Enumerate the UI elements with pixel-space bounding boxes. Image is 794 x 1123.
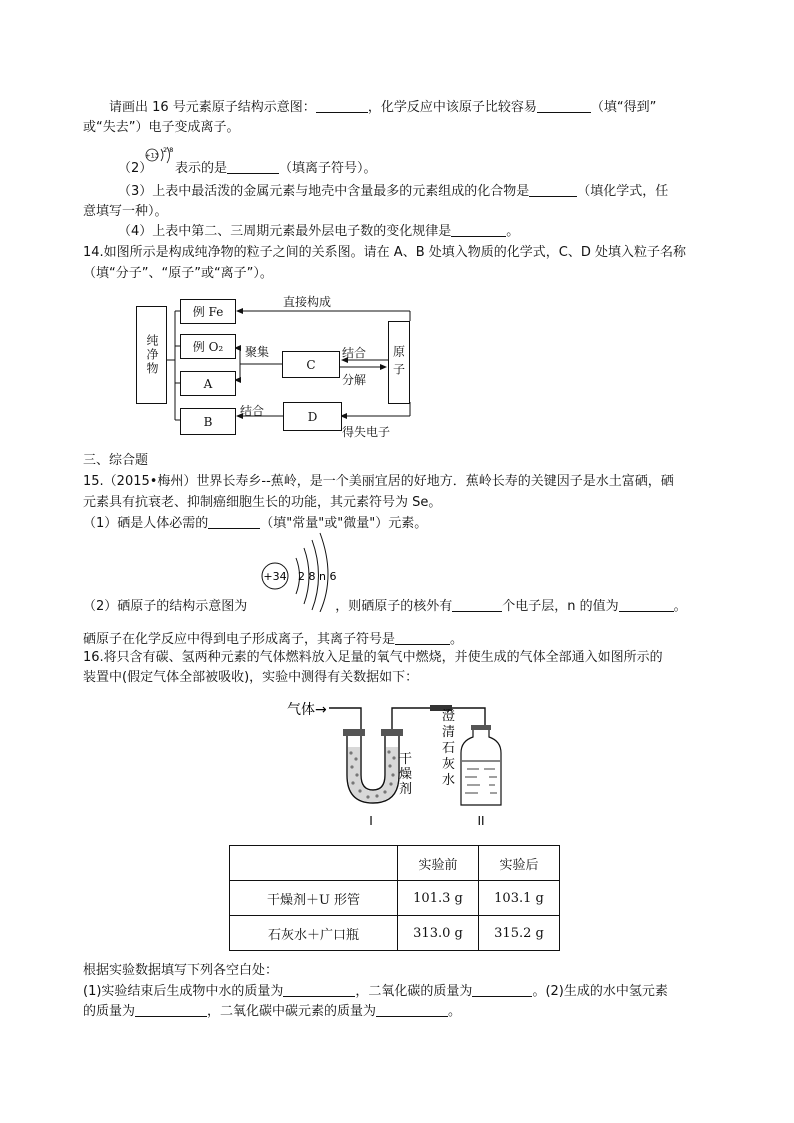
- q16-text: 。(2)生成的水中氢元素: [532, 984, 668, 999]
- q13-part4: [118, 223, 519, 241]
- electron-counts: 2 8 n 6: [298, 570, 337, 583]
- direct-compose-label: 直接构成: [283, 295, 332, 309]
- q15-text: 。: [673, 599, 687, 614]
- q15-ion-line: [83, 631, 463, 649]
- q13-line2: 或“失去”）电子变成离子。: [83, 120, 240, 135]
- box-a-label: A: [203, 376, 213, 391]
- apparatus-label-1: I: [369, 814, 373, 828]
- table-row: [230, 881, 560, 916]
- q13-text: 请画出 16 号元素原子结构示意图：: [109, 100, 316, 115]
- q15-line2: 元素具有抗衰老、抑制癌细胞生长的功能，其元素符号为 Se。: [83, 495, 442, 510]
- answer-blank[interactable]: [451, 223, 506, 237]
- q15-text: （填"常量"或"微量"）元素。: [260, 516, 428, 531]
- q16-instructions: 根据实验数据填写下列各空白处：: [83, 963, 279, 978]
- answer-blank[interactable]: [452, 598, 502, 612]
- stopper: [343, 729, 365, 736]
- q13-text: （3）上表中最活泼的金属元素与地壳中含量最多的元素组成的化合物是: [118, 184, 530, 199]
- answer-blank[interactable]: [537, 99, 591, 113]
- q13-part3: [118, 183, 668, 201]
- q13-text: （填“得到”: [590, 100, 657, 115]
- table-cell: 103.1 g: [479, 881, 560, 916]
- limewater-label: 澄清石灰水: [442, 709, 456, 788]
- q15-text: 。: [450, 632, 464, 647]
- gain-lose-electrons-label: 得失电子: [342, 425, 391, 439]
- gas-inlet-label: 气体→: [287, 702, 327, 718]
- q16-line1: 16.将只含有碳、氢两种元素的气体燃料放入足量的氧气中燃烧，并使生成的气体全部通入如图所示的: [83, 650, 663, 665]
- table-header-cell: [230, 846, 398, 881]
- combine-label: 结合: [342, 346, 367, 360]
- table-header-cell: 实验后: [479, 846, 560, 881]
- table-cell: 101.3 g: [398, 881, 479, 916]
- answer-blank[interactable]: [135, 1003, 207, 1017]
- q13-text: 表示的是: [175, 161, 228, 176]
- q16-text: 。: [448, 1004, 462, 1019]
- q15-text: （1）硒是人体必需的: [83, 516, 209, 531]
- q16-answer-line1: [83, 983, 668, 1001]
- gather-label: 聚集: [245, 345, 270, 359]
- apparatus-label-2: II: [477, 814, 485, 828]
- q16-line2: 装置中(假定气体全部被吸收)，实验中测得有关数据如下：: [83, 670, 419, 685]
- answer-blank[interactable]: [227, 160, 279, 174]
- q13-part2: [175, 160, 377, 178]
- q13-text: （4）上表中第二、三周期元素最外层电子数的变化规律是: [118, 224, 452, 239]
- answer-blank[interactable]: [208, 515, 260, 529]
- wide-mouth-bottle: [461, 728, 501, 805]
- box-c[interactable]: [282, 351, 340, 378]
- box-b[interactable]: [180, 408, 236, 435]
- example-o2-label: 例 O₂: [192, 340, 224, 354]
- q13-part3-continued: 意填写一种）。: [83, 204, 168, 219]
- answer-blank[interactable]: [529, 183, 577, 197]
- answer-blank[interactable]: [316, 99, 368, 113]
- q16-text: ，二氧化碳中碳元素的质量为: [207, 1004, 377, 1019]
- q15-text: （2）硒原子的结构示意图为: [83, 599, 248, 614]
- q13-text: （填化学式，任: [577, 184, 669, 199]
- q13-part2-number: （2）: [118, 161, 153, 176]
- dryer-label: 干燥剂: [399, 752, 413, 797]
- table-cell: 干燥剂＋U 形管: [230, 881, 398, 916]
- table-cell: 石灰水＋广口瓶: [230, 916, 398, 951]
- box-b-label: B: [203, 414, 213, 429]
- q13-text: （填离子符号）。: [279, 161, 377, 176]
- q16-text: (1)实验结束后生成物中水的质量为: [83, 984, 284, 999]
- q16-text: 的质量为: [83, 1004, 136, 1019]
- table-cell: 315.2 g: [479, 916, 560, 951]
- q13-text: 。: [506, 224, 520, 239]
- table-row: [230, 916, 560, 951]
- answer-blank[interactable]: [472, 983, 532, 997]
- q16-text: ，二氧化碳的质量为: [355, 984, 473, 999]
- electron-counts: 2 8: [163, 146, 174, 154]
- experiment-data-table: [229, 845, 560, 951]
- answer-blank[interactable]: [619, 598, 674, 612]
- q16-answer-line2: [83, 1003, 461, 1021]
- q15-part1: [83, 515, 427, 533]
- answer-blank[interactable]: [283, 983, 355, 997]
- table-header-row: [230, 846, 560, 881]
- stopper: [381, 729, 403, 736]
- q15-line1: 15.（2015•梅州）世界长寿乡--蕉岭，是一个美丽宜居的好地方．蕉岭长寿的关键因子是水土富硒，硒: [83, 474, 674, 489]
- atom-label: 原子: [391, 344, 406, 381]
- combine-label: 结合: [240, 404, 265, 418]
- q13-line1: [109, 99, 656, 117]
- q15-text: 硒原子在化学反应中得到电子形成离子，其离子符号是: [83, 632, 396, 647]
- box-a[interactable]: [180, 371, 236, 396]
- example-fe-box: [180, 299, 236, 324]
- box-d[interactable]: [283, 402, 342, 431]
- q14-line2: （填“分子”、“原子”或“离子”）。: [83, 266, 273, 281]
- table-cell: 313.0 g: [398, 916, 479, 951]
- q15-text: 个电子层，n 的值为: [502, 599, 619, 614]
- answer-blank[interactable]: [395, 631, 450, 645]
- nucleus-charge: +13: [145, 151, 159, 160]
- table-header-cell: 实验前: [398, 846, 479, 881]
- q15-text: ，则硒原子的核外有: [335, 599, 453, 614]
- q15-part2: [83, 598, 687, 616]
- atom-box: [388, 321, 410, 404]
- answer-blank[interactable]: [376, 1003, 448, 1017]
- box-d-label: D: [307, 409, 318, 424]
- q14-line1: 14.如图所示是构成纯净物的粒子之间的关系图。请在 A、B 处填入物质的化学式，C、D 处填入粒子名称: [83, 245, 686, 260]
- section-heading: 三、综合题: [83, 453, 149, 468]
- decompose-label: 分解: [342, 373, 367, 387]
- pure-substance-box: [136, 306, 167, 404]
- box-c-label: C: [306, 357, 316, 372]
- absorption-apparatus-diagram: [285, 695, 515, 830]
- example-o2-box: [180, 334, 236, 359]
- pure-substance-label: 纯净物: [145, 334, 159, 376]
- q13-text: ，化学反应中该原子比较容易: [367, 100, 537, 115]
- diagram-connectors: [130, 285, 420, 440]
- nucleus-charge: +34: [263, 570, 287, 583]
- example-fe-label: 例 Fe: [192, 305, 224, 319]
